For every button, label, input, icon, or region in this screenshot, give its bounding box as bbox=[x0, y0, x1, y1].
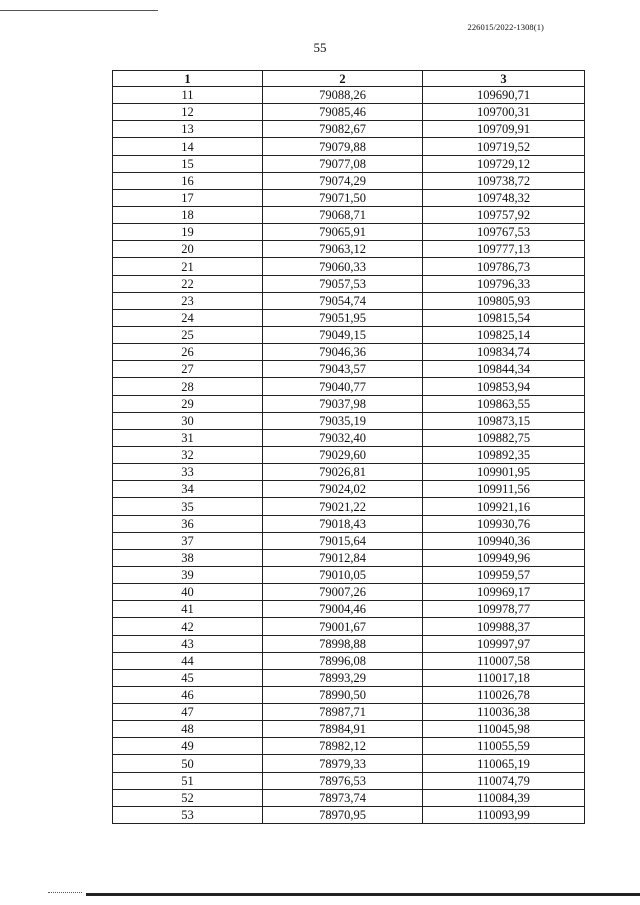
y-coordinate-cell: 109825,14 bbox=[423, 326, 585, 343]
point-number-cell: 39 bbox=[113, 566, 263, 583]
x-coordinate-cell: 79054,74 bbox=[263, 292, 423, 309]
x-coordinate-cell: 78970,95 bbox=[263, 806, 423, 823]
y-coordinate-cell: 110036,38 bbox=[423, 704, 585, 721]
point-number-cell: 46 bbox=[113, 686, 263, 703]
table-row bbox=[113, 704, 585, 721]
table-row bbox=[113, 772, 585, 789]
point-number-cell: 45 bbox=[113, 669, 263, 686]
point-number-cell: 12 bbox=[113, 104, 263, 121]
x-coordinate-cell: 79037,98 bbox=[263, 395, 423, 412]
coordinates-table bbox=[112, 70, 585, 824]
x-coordinate-cell: 79051,95 bbox=[263, 309, 423, 326]
table-row bbox=[113, 532, 585, 549]
x-coordinate-cell: 79088,26 bbox=[263, 87, 423, 104]
x-coordinate-cell: 78984,91 bbox=[263, 721, 423, 738]
x-coordinate-cell: 78990,50 bbox=[263, 686, 423, 703]
y-coordinate-cell: 109873,15 bbox=[423, 412, 585, 429]
point-number-cell: 27 bbox=[113, 361, 263, 378]
x-coordinate-cell: 79024,02 bbox=[263, 481, 423, 498]
table-row bbox=[113, 601, 585, 618]
point-number-cell: 16 bbox=[113, 172, 263, 189]
point-number-cell: 25 bbox=[113, 326, 263, 343]
point-number-cell: 37 bbox=[113, 532, 263, 549]
point-number-cell: 43 bbox=[113, 635, 263, 652]
y-coordinate-cell: 109796,33 bbox=[423, 275, 585, 292]
point-number-cell: 41 bbox=[113, 601, 263, 618]
table-row bbox=[113, 138, 585, 155]
table-row bbox=[113, 481, 585, 498]
table-row bbox=[113, 155, 585, 172]
y-coordinate-cell: 109988,37 bbox=[423, 618, 585, 635]
y-coordinate-cell: 109748,32 bbox=[423, 189, 585, 206]
y-coordinate-cell: 109844,34 bbox=[423, 361, 585, 378]
x-coordinate-cell: 79079,88 bbox=[263, 138, 423, 155]
y-coordinate-cell: 109709,91 bbox=[423, 121, 585, 138]
table-row bbox=[113, 738, 585, 755]
y-coordinate-cell: 109921,16 bbox=[423, 498, 585, 515]
x-coordinate-cell: 79068,71 bbox=[263, 206, 423, 223]
point-number-cell: 42 bbox=[113, 618, 263, 635]
y-coordinate-cell: 109719,52 bbox=[423, 138, 585, 155]
table-row bbox=[113, 584, 585, 601]
table-row bbox=[113, 669, 585, 686]
x-coordinate-cell: 79007,26 bbox=[263, 584, 423, 601]
column-header-2: 2 bbox=[263, 71, 423, 87]
point-number-cell: 17 bbox=[113, 189, 263, 206]
y-coordinate-cell: 110045,98 bbox=[423, 721, 585, 738]
x-coordinate-cell: 79065,91 bbox=[263, 224, 423, 241]
y-coordinate-cell: 109738,72 bbox=[423, 172, 585, 189]
point-number-cell: 51 bbox=[113, 772, 263, 789]
y-coordinate-cell: 109969,17 bbox=[423, 584, 585, 601]
y-coordinate-cell: 109700,31 bbox=[423, 104, 585, 121]
table-row bbox=[113, 806, 585, 823]
point-number-cell: 33 bbox=[113, 464, 263, 481]
y-coordinate-cell: 110084,39 bbox=[423, 789, 585, 806]
x-coordinate-cell: 78993,29 bbox=[263, 669, 423, 686]
y-coordinate-cell: 109853,94 bbox=[423, 378, 585, 395]
table-row bbox=[113, 344, 585, 361]
point-number-cell: 44 bbox=[113, 652, 263, 669]
x-coordinate-cell: 78976,53 bbox=[263, 772, 423, 789]
table-row bbox=[113, 721, 585, 738]
x-coordinate-cell: 79021,22 bbox=[263, 498, 423, 515]
x-coordinate-cell: 79001,67 bbox=[263, 618, 423, 635]
column-header-3: 3 bbox=[423, 71, 585, 87]
y-coordinate-cell: 109930,76 bbox=[423, 515, 585, 532]
table-header-row bbox=[113, 71, 585, 87]
table-row bbox=[113, 498, 585, 515]
x-coordinate-cell: 79040,77 bbox=[263, 378, 423, 395]
table-row bbox=[113, 206, 585, 223]
x-coordinate-cell: 79049,15 bbox=[263, 326, 423, 343]
x-coordinate-cell: 79043,57 bbox=[263, 361, 423, 378]
y-coordinate-cell: 109978,77 bbox=[423, 601, 585, 618]
table-row bbox=[113, 378, 585, 395]
table-row bbox=[113, 292, 585, 309]
table-body bbox=[113, 87, 585, 824]
x-coordinate-cell: 79077,08 bbox=[263, 155, 423, 172]
point-number-cell: 34 bbox=[113, 481, 263, 498]
x-coordinate-cell: 79004,46 bbox=[263, 601, 423, 618]
x-coordinate-cell: 79085,46 bbox=[263, 104, 423, 121]
x-coordinate-cell: 79063,12 bbox=[263, 241, 423, 258]
point-number-cell: 35 bbox=[113, 498, 263, 515]
y-coordinate-cell: 110026,78 bbox=[423, 686, 585, 703]
point-number-cell: 31 bbox=[113, 429, 263, 446]
y-coordinate-cell: 109949,96 bbox=[423, 549, 585, 566]
y-coordinate-cell: 109690,71 bbox=[423, 87, 585, 104]
x-coordinate-cell: 78996,08 bbox=[263, 652, 423, 669]
y-coordinate-cell: 109997,97 bbox=[423, 635, 585, 652]
table-row bbox=[113, 412, 585, 429]
x-coordinate-cell: 79071,50 bbox=[263, 189, 423, 206]
document-id: 226015/2022-1308(1) bbox=[467, 22, 544, 32]
y-coordinate-cell: 109834,74 bbox=[423, 344, 585, 361]
point-number-cell: 20 bbox=[113, 241, 263, 258]
page-number: 55 bbox=[313, 40, 327, 55]
table-row bbox=[113, 224, 585, 241]
table-row bbox=[113, 326, 585, 343]
point-number-cell: 14 bbox=[113, 138, 263, 155]
y-coordinate-cell: 110065,19 bbox=[423, 755, 585, 772]
x-coordinate-cell: 79010,05 bbox=[263, 566, 423, 583]
y-coordinate-cell: 110093,99 bbox=[423, 806, 585, 823]
x-coordinate-cell: 79015,64 bbox=[263, 532, 423, 549]
table-row bbox=[113, 635, 585, 652]
table-row bbox=[113, 189, 585, 206]
x-coordinate-cell: 79082,67 bbox=[263, 121, 423, 138]
x-coordinate-cell: 79026,81 bbox=[263, 464, 423, 481]
x-coordinate-cell: 78998,88 bbox=[263, 635, 423, 652]
point-number-cell: 40 bbox=[113, 584, 263, 601]
point-number-cell: 11 bbox=[113, 87, 263, 104]
y-coordinate-cell: 109901,95 bbox=[423, 464, 585, 481]
point-number-cell: 29 bbox=[113, 395, 263, 412]
point-number-cell: 30 bbox=[113, 412, 263, 429]
y-coordinate-cell: 109892,35 bbox=[423, 446, 585, 463]
table-row bbox=[113, 309, 585, 326]
x-coordinate-cell: 79018,43 bbox=[263, 515, 423, 532]
bottom-dotted-line bbox=[48, 892, 82, 895]
point-number-cell: 24 bbox=[113, 309, 263, 326]
bottom-rule bbox=[86, 893, 640, 896]
point-number-cell: 13 bbox=[113, 121, 263, 138]
point-number-cell: 18 bbox=[113, 206, 263, 223]
y-coordinate-cell: 109882,75 bbox=[423, 429, 585, 446]
table-row bbox=[113, 446, 585, 463]
point-number-cell: 22 bbox=[113, 275, 263, 292]
y-coordinate-cell: 109757,92 bbox=[423, 206, 585, 223]
point-number-cell: 23 bbox=[113, 292, 263, 309]
table-row bbox=[113, 464, 585, 481]
table-row bbox=[113, 241, 585, 258]
table-row bbox=[113, 87, 585, 104]
point-number-cell: 47 bbox=[113, 704, 263, 721]
top-rule bbox=[0, 10, 158, 11]
y-coordinate-cell: 110007,58 bbox=[423, 652, 585, 669]
x-coordinate-cell: 78979,33 bbox=[263, 755, 423, 772]
point-number-cell: 28 bbox=[113, 378, 263, 395]
point-number-cell: 50 bbox=[113, 755, 263, 772]
x-coordinate-cell: 78987,71 bbox=[263, 704, 423, 721]
y-coordinate-cell: 109959,57 bbox=[423, 566, 585, 583]
point-number-cell: 38 bbox=[113, 549, 263, 566]
y-coordinate-cell: 109786,73 bbox=[423, 258, 585, 275]
y-coordinate-cell: 109911,56 bbox=[423, 481, 585, 498]
y-coordinate-cell: 109777,13 bbox=[423, 241, 585, 258]
x-coordinate-cell: 79060,33 bbox=[263, 258, 423, 275]
y-coordinate-cell: 110055,59 bbox=[423, 738, 585, 755]
table-row bbox=[113, 686, 585, 703]
x-coordinate-cell: 79046,36 bbox=[263, 344, 423, 361]
table-row bbox=[113, 172, 585, 189]
y-coordinate-cell: 110017,18 bbox=[423, 669, 585, 686]
table-row bbox=[113, 429, 585, 446]
column-header-1: 1 bbox=[113, 71, 263, 87]
point-number-cell: 52 bbox=[113, 789, 263, 806]
table-row bbox=[113, 755, 585, 772]
x-coordinate-cell: 78973,74 bbox=[263, 789, 423, 806]
y-coordinate-cell: 109805,93 bbox=[423, 292, 585, 309]
table-row bbox=[113, 789, 585, 806]
y-coordinate-cell: 109940,36 bbox=[423, 532, 585, 549]
point-number-cell: 19 bbox=[113, 224, 263, 241]
x-coordinate-cell: 79057,53 bbox=[263, 275, 423, 292]
point-number-cell: 48 bbox=[113, 721, 263, 738]
table-row bbox=[113, 652, 585, 669]
x-coordinate-cell: 79074,29 bbox=[263, 172, 423, 189]
x-coordinate-cell: 79032,40 bbox=[263, 429, 423, 446]
x-coordinate-cell: 79029,60 bbox=[263, 446, 423, 463]
table-row bbox=[113, 549, 585, 566]
point-number-cell: 21 bbox=[113, 258, 263, 275]
table-row bbox=[113, 275, 585, 292]
x-coordinate-cell: 79035,19 bbox=[263, 412, 423, 429]
y-coordinate-cell: 109767,53 bbox=[423, 224, 585, 241]
table-row bbox=[113, 104, 585, 121]
y-coordinate-cell: 109815,54 bbox=[423, 309, 585, 326]
table-row bbox=[113, 515, 585, 532]
point-number-cell: 32 bbox=[113, 446, 263, 463]
point-number-cell: 53 bbox=[113, 806, 263, 823]
table-row bbox=[113, 566, 585, 583]
y-coordinate-cell: 109729,12 bbox=[423, 155, 585, 172]
point-number-cell: 49 bbox=[113, 738, 263, 755]
table-row bbox=[113, 361, 585, 378]
table-row bbox=[113, 258, 585, 275]
table-row bbox=[113, 618, 585, 635]
table-row bbox=[113, 395, 585, 412]
y-coordinate-cell: 110074,79 bbox=[423, 772, 585, 789]
table-row bbox=[113, 121, 585, 138]
x-coordinate-cell: 79012,84 bbox=[263, 549, 423, 566]
point-number-cell: 26 bbox=[113, 344, 263, 361]
y-coordinate-cell: 109863,55 bbox=[423, 395, 585, 412]
point-number-cell: 15 bbox=[113, 155, 263, 172]
x-coordinate-cell: 78982,12 bbox=[263, 738, 423, 755]
point-number-cell: 36 bbox=[113, 515, 263, 532]
